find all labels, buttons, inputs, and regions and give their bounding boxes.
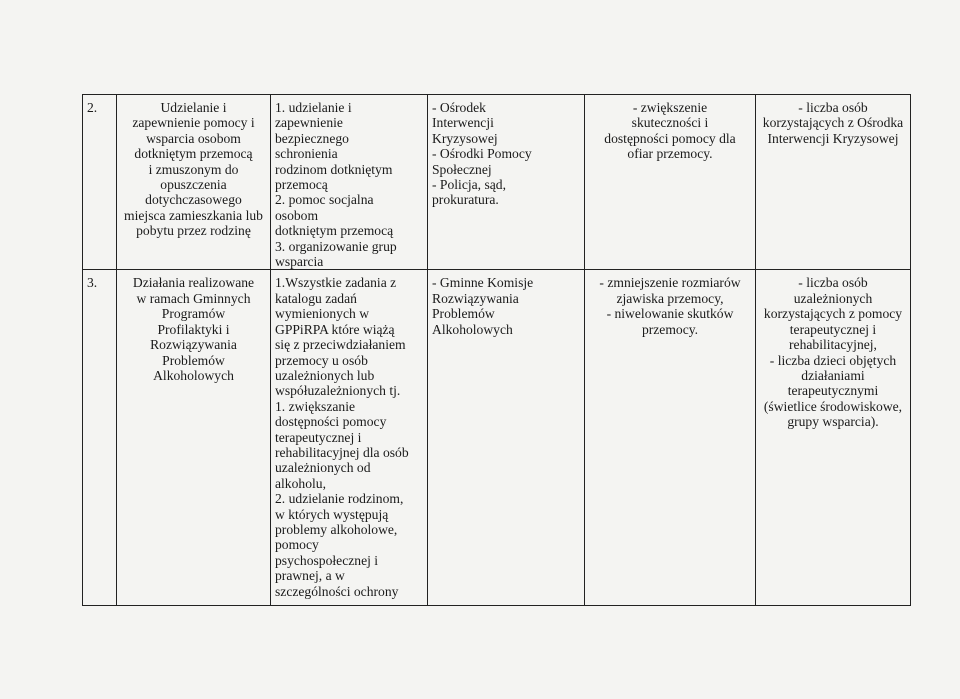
cell-line: - zmniejszenie rozmiarów — [599, 275, 741, 291]
cell-line: terapeutycznej i — [789, 321, 877, 337]
cell-line: - Gminne Komisje — [432, 275, 534, 291]
cell-line: skuteczności i — [631, 115, 709, 131]
cell-line: działaniami — [801, 367, 865, 383]
cell-line: Programów — [161, 306, 226, 322]
cell-line: - liczba osób — [798, 100, 868, 115]
cell-line: rehabilitacyjnej dla osób — [275, 444, 409, 460]
cell-line: przemocą — [275, 177, 328, 193]
task-cell — [117, 270, 271, 606]
cell-line: - zwiększenie — [632, 100, 708, 115]
cell-line: - niwelowanie skutków — [606, 306, 734, 322]
cell-line: się z przeciwdziałaniem — [275, 337, 406, 353]
cell-line: 1.Wszystkie zadania z — [275, 275, 397, 291]
cell-line: przemocy u osób — [275, 352, 368, 368]
cell-line: w ramach Gminnych — [136, 290, 251, 306]
cell-line: Społecznej — [432, 161, 492, 177]
cell-line: psychospołecznej i — [275, 552, 379, 568]
cell-line: terapeutycznymi — [787, 383, 879, 399]
cell-line: - Ośrodek — [432, 100, 486, 115]
cell-line: dostępności pomocy — [275, 414, 387, 430]
cell-line: schronienia — [275, 146, 338, 162]
cell-line: katalogu zadań — [275, 290, 357, 306]
cell-line: uzależnionych od — [275, 460, 371, 476]
cell-line: Alkoholowych — [153, 367, 234, 383]
cell-line: zapewnienie — [275, 115, 343, 131]
cell-line: osobom — [275, 207, 319, 223]
cell-line: pomocy — [275, 537, 319, 553]
cell-line: uzależnionych lub — [275, 367, 375, 383]
cell-line: rodzinom dotkniętym — [275, 161, 393, 177]
tasks-table — [82, 94, 911, 606]
cell-line: Problemów — [432, 306, 495, 322]
cell-line: wsparcia osobom — [146, 130, 241, 146]
cell-line: korzystających z Ośrodka — [762, 115, 904, 131]
cell-line: przemocy. — [641, 321, 699, 337]
executors-cell — [428, 270, 585, 606]
cell-line: Rozwiązywania — [150, 337, 237, 353]
cell-line: 2. pomoc socjalna — [275, 192, 374, 208]
cell-line: prokuratura. — [432, 192, 499, 208]
cell-line: wsparcia — [275, 254, 324, 270]
cell-line: Rozwiązywania — [432, 290, 519, 306]
cell-line: i zmuszonym do — [148, 161, 239, 177]
cell-line: korzystających z pomocy — [763, 306, 903, 322]
cell-line: problemy alkoholowe, — [275, 521, 398, 537]
actions-cell — [271, 95, 428, 270]
cell-line: Alkoholowych — [432, 321, 513, 337]
cell-line: miejsca zamieszkania lub — [124, 207, 263, 223]
cell-line: terapeutycznej i — [275, 429, 362, 445]
cell-line: (świetlice środowiskowe, — [763, 398, 903, 414]
cell-line: - liczba osób — [798, 275, 868, 291]
cell-line: wymienionych w — [275, 306, 370, 322]
cell-line: Działania realizowane — [132, 275, 255, 291]
program-table — [82, 94, 911, 606]
cell-line: 1. udzielanie i — [275, 100, 352, 115]
actions-cell — [271, 270, 428, 606]
cell-line: dotychczasowego — [145, 192, 242, 208]
cell-line: Udzielanie i — [160, 100, 227, 115]
row-number: 3. — [83, 270, 117, 606]
results-cell — [585, 270, 756, 606]
results-cell — [585, 95, 756, 270]
cell-line: Interwencji Kryzysowej — [767, 130, 899, 146]
cell-line: bezpiecznego — [275, 130, 349, 146]
indicators-cell — [756, 270, 911, 606]
cell-line: 2. udzielanie rodzinom, — [275, 491, 404, 507]
cell-line: rehabilitacyjnej, — [789, 337, 877, 353]
task-cell — [117, 95, 271, 270]
table-row — [83, 95, 911, 270]
executors-cell — [428, 95, 585, 270]
cell-line: Kryzysowej — [432, 130, 498, 146]
cell-line: pobytu przez rodzinę — [136, 223, 251, 239]
cell-line: Problemów — [162, 352, 225, 368]
cell-line: dostępności pomocy dla — [604, 130, 736, 146]
cell-line: GPPiRPA które wiążą — [275, 321, 395, 337]
cell-line: ofiar przemocy. — [627, 146, 713, 162]
cell-line: uzależnionych — [793, 290, 873, 306]
cell-line: szczególności ochrony — [275, 583, 399, 599]
cell-line: dotkniętym przemocą — [134, 146, 253, 162]
cell-line: Interwencji — [432, 115, 494, 131]
cell-line: w których występują — [275, 506, 389, 522]
cell-line: - liczba dzieci objętych — [769, 352, 897, 368]
cell-line: 3. organizowanie grup — [275, 238, 397, 254]
cell-line: współuzależnionych tj. — [275, 383, 401, 399]
table-row — [83, 270, 911, 606]
cell-line: alkoholu, — [275, 475, 326, 491]
row-number: 2. — [83, 95, 117, 270]
cell-line: opuszczenia — [160, 177, 227, 193]
cell-line: - Ośrodki Pomocy — [432, 146, 532, 162]
cell-line: dotkniętym przemocą — [275, 223, 394, 239]
cell-line: prawnej, a w — [275, 568, 345, 584]
indicators-cell — [756, 95, 911, 270]
cell-line: zjawiska przemocy, — [616, 290, 724, 306]
cell-line: 1. zwiększanie — [275, 398, 356, 414]
cell-line: Profilaktyki i — [157, 321, 230, 337]
cell-line: zapewnienie pomocy i — [132, 115, 255, 131]
cell-line: grupy wsparcia). — [787, 414, 879, 430]
cell-line: - Policja, sąd, — [432, 177, 506, 193]
